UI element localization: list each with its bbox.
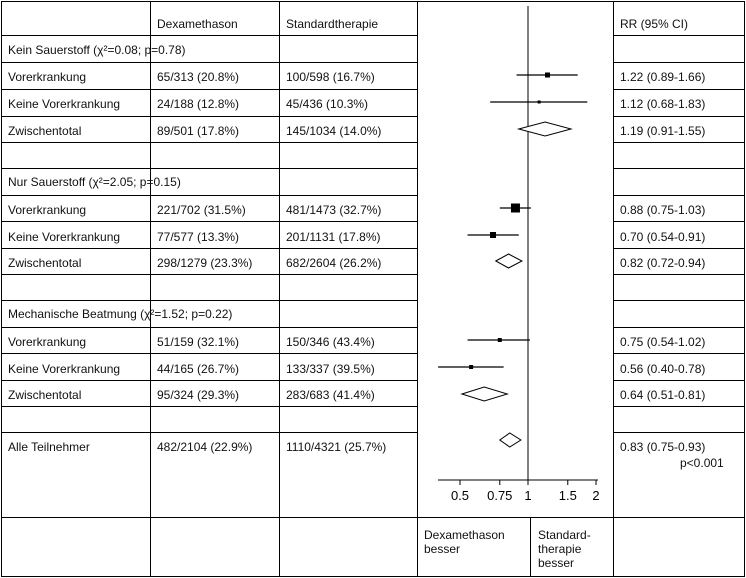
row-dexa: 65/313 (20.8%) [157,70,240,84]
forest-mark-5 [468,232,519,238]
diamond [462,387,507,401]
group-title-kein-sauerstoff: Kein Sauerstoff (χ²=0.08; p=0.78) [8,43,186,57]
row-label: Vorerkrankung [8,70,87,84]
forest-mark-7 [468,338,530,342]
row-rr: 0.56 (0.40-0.78) [620,362,706,376]
row-rr: 0.82 (0.72-0.94) [620,256,706,270]
row-std: 201/1131 (17.8%) [286,230,381,244]
row-dexa: 24/188 (12.8%) [157,97,240,111]
forest-mark-1 [517,73,578,78]
diamond [500,433,521,447]
row-label: Vorerkrankung [8,203,87,217]
row-rr: 0.88 (0.75-1.03) [620,203,706,217]
row-std: 133/337 (39.5%) [286,362,375,376]
forest-mark-4 [500,204,531,213]
x-tick-label: 2 [592,488,600,503]
row-dexa: 221/702 (31.5%) [157,203,246,217]
row-rr: 0.64 (0.51-0.81) [620,388,706,402]
forest-mark-3 [519,122,571,136]
row-rr: 1.12 (0.68-1.83) [620,97,706,111]
row-rr: 1.22 (0.89-1.66) [620,70,706,84]
header-standardtherapie: Standardtherapie [286,17,379,31]
row-label: Zwischentotal [8,124,82,138]
row-dexa: 51/159 (32.1%) [157,335,240,349]
row-label: Keine Vorerkrankung [8,362,121,376]
point-estimate [490,232,496,238]
row-dexa: 77/577 (13.3%) [157,230,240,244]
forest-mark-2 [490,101,587,104]
row-std: 481/1473 (32.7%) [286,203,382,217]
row-rr: 0.70 (0.54-0.91) [620,230,706,244]
point-estimate [498,338,502,342]
forest-mark-8 [438,365,504,369]
x-tick-label: 1.5 [558,488,577,503]
forest-mark-6 [496,254,522,268]
row-label: Keine Vorerkrankung [8,97,121,111]
row-std: 682/2604 (26.2%) [286,256,382,270]
overall-dexa: 482/2104 (22.9%) [157,440,253,454]
overall-std: 1110/4321 (25.7%) [286,440,387,454]
row-std: 45/436 (10.3%) [286,97,369,111]
overall-rr: 0.83 (0.75-0.93) [620,440,706,454]
overall-p: p<0.001 [680,456,724,470]
header-rr: RR (95% CI) [620,17,689,31]
point-estimate [469,365,473,369]
row-std: 150/346 (43.4%) [286,335,375,349]
point-estimate [545,73,550,78]
row-std: 145/1034 (14.0%) [286,124,382,138]
row-label: Zwischentotal [8,388,82,402]
x-tick-label: 0.75 [487,488,513,503]
row-label: Zwischentotal [8,256,82,270]
group-title-mechanische-beatmung: Mechanische Beatmung (χ²=1.52; p=0.22) [8,307,233,321]
row-rr: 0.75 (0.54-1.02) [620,335,706,349]
row-dexa: 298/1279 (23.3%) [157,256,253,270]
row-dexa: 95/324 (29.3%) [157,388,240,402]
point-estimate [511,204,520,213]
row-rr: 1.19 (0.91-1.55) [620,124,706,138]
diamond [496,254,522,268]
row-label: Keine Vorerkrankung [8,230,121,244]
footer-right: Standard-therapie besser [538,528,591,570]
group-title-nur-sauerstoff: Nur Sauerstoff (χ²=2.05; p=0.15) [8,175,181,189]
x-tick-label: 1 [524,488,532,503]
row-std: 100/598 (16.7%) [286,70,375,84]
overall-label: Alle Teilnehmer [8,440,90,454]
header-dexamethason: Dexamethason [157,17,238,31]
forest-mark-9 [462,387,507,401]
forest-mark-10 [500,433,521,447]
row-dexa: 89/501 (17.8%) [157,124,240,138]
row-dexa: 44/165 (26.7%) [157,362,240,376]
row-label: Vorerkrankung [8,335,87,349]
point-estimate [538,101,541,104]
footer-left: Dexamethason besser [424,528,505,556]
diamond [519,122,571,136]
x-tick-label: 0.5 [450,488,470,503]
row-std: 283/683 (41.4%) [286,388,375,402]
